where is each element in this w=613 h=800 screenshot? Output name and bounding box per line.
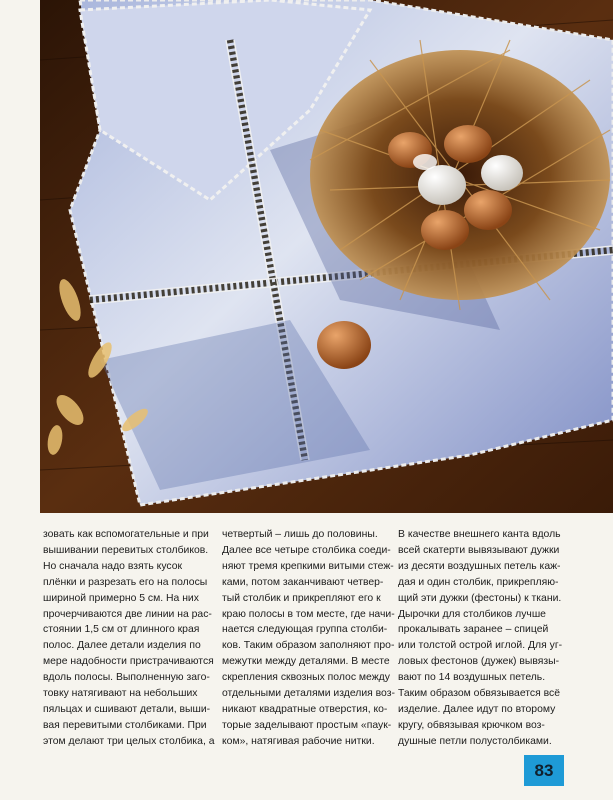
text-line: пяльцах и сшивают детали, выши- <box>43 703 211 715</box>
text-column-1 <box>43 527 215 750</box>
text-line: из десяти воздушных петель каж- <box>398 560 561 572</box>
text-line: тый столбик и прикрепляют его к <box>222 592 381 604</box>
text-line: полос. Далее детали изделия по <box>43 640 201 652</box>
text-line: ков. Таким образом заполняют про- <box>222 640 395 652</box>
text-line: вая перевитыми столбиками. При <box>43 719 207 731</box>
text-line: кругу, обвязывая крючком воз- <box>398 719 545 731</box>
text-line: вдоль полосы. Выполненную заго- <box>43 672 210 684</box>
text-line: щий эти дужки (фестоны) к ткани. <box>398 592 562 604</box>
text-line: Таким образом обвязывается всё <box>398 688 561 700</box>
text-column-2 <box>222 527 395 750</box>
text-line: Дырочки для столбиков лучше <box>398 608 546 620</box>
text-line: межутки между деталями. В месте <box>222 656 390 668</box>
page-number-badge <box>524 755 564 786</box>
tablecloth-nest-illustration <box>40 0 613 513</box>
page-number: 83 <box>534 760 554 780</box>
text-line: товку натягивают на небольших <box>43 688 198 700</box>
text-line: вают по 14 воздушных петель. <box>398 672 546 684</box>
text-line: дая и один столбик, прикрепляю- <box>398 576 559 588</box>
hero-photo <box>40 0 613 513</box>
text-line: торые заделывают простым «паук- <box>222 719 392 731</box>
text-line: В качестве внешнего канта вдоль <box>398 529 561 540</box>
text-line: няют тремя крепкими витыми стеж- <box>222 560 394 572</box>
text-line: или толстой острой иглой. Для уг- <box>398 640 563 652</box>
text-line: ками, потом заканчивают четвер- <box>222 576 384 588</box>
text-line: никают квадратные отверстия, ко- <box>222 703 388 715</box>
text-line: Но сначала надо взять кусок <box>43 560 183 572</box>
text-line: этом делают три целых столбика, а <box>43 735 215 747</box>
text-line: прочерчиваются две линии на рас- <box>43 608 212 620</box>
text-line: вышивании перевитых столбиков. <box>43 544 209 556</box>
text-line: нается следующая группа столби- <box>222 624 388 636</box>
text-line: мере надобности пристрачиваются <box>43 656 214 668</box>
text-line: краю полосы в том месте, где начи- <box>222 608 395 620</box>
text-line: ком», натягивая рабочие нитки. <box>222 735 375 747</box>
text-line: отдельными деталями изделия воз- <box>222 688 395 700</box>
text-line: плёнки и разрезать его на полосы <box>43 576 208 588</box>
text-column-3 <box>398 527 566 750</box>
text-line: прокалывать заранее – спицей <box>398 624 549 636</box>
text-line: Далее все четыре столбика соеди- <box>222 544 391 556</box>
text-line: скрепления сквозных полос между <box>222 672 390 684</box>
text-line: изделие. Далее идут по второму <box>398 703 556 715</box>
text-line: зовать как вспомогательные и при <box>43 529 209 540</box>
text-line: всей скатерти вывязывают дужки <box>398 544 560 556</box>
text-line: душные петли полустолбиками. <box>398 735 552 747</box>
text-line: стоянии 1,5 см от длинного края <box>43 624 200 636</box>
text-line: ловых фестонов (дужек) вывязы- <box>398 656 560 668</box>
text-line: шириной примерно 5 см. На них <box>43 592 199 604</box>
text-line: четвертый – лишь до половины. <box>222 529 378 540</box>
